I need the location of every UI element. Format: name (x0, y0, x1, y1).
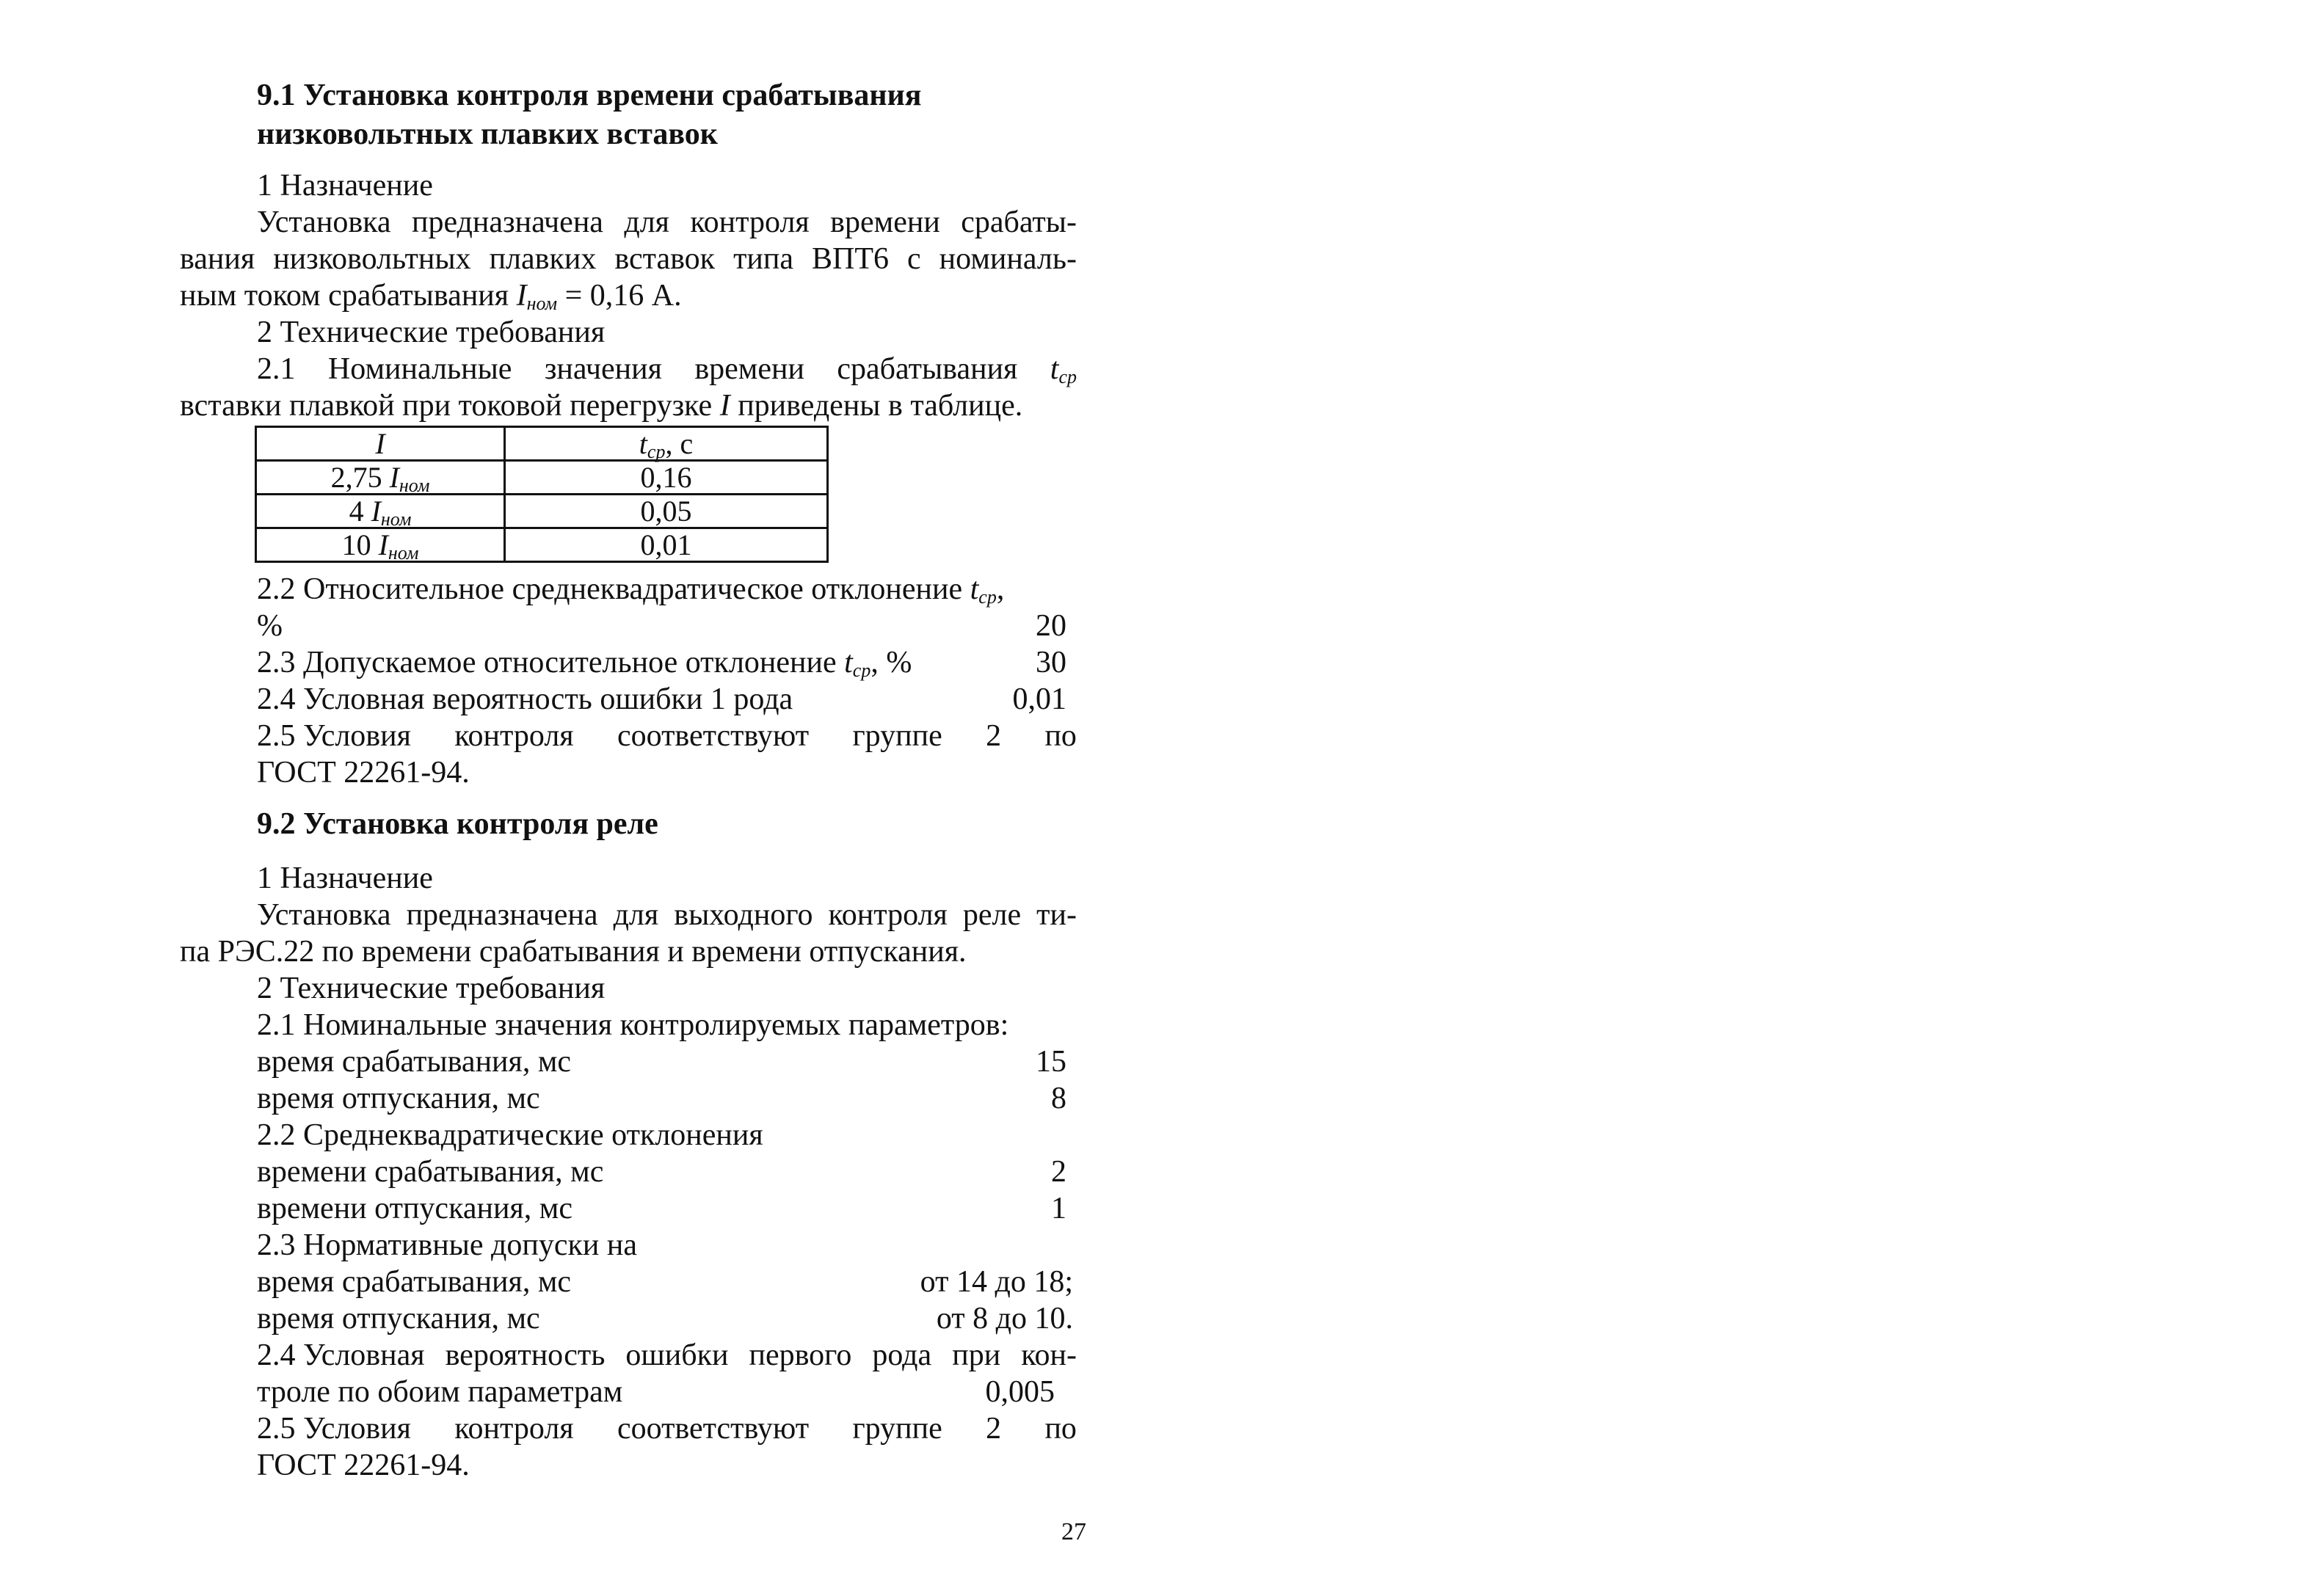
unit: , с (665, 427, 694, 460)
word: Установка (257, 898, 391, 932)
purpose-line-1 (257, 897, 1077, 933)
word: ти- (1036, 898, 1077, 932)
current-cell (256, 461, 505, 495)
requirement-2-2-unit: % (257, 609, 283, 643)
current-symbol: I (378, 528, 388, 561)
time-symbol: t (970, 572, 979, 606)
word: низковольтных (273, 242, 471, 276)
word: номиналь- (939, 242, 1077, 276)
requirement-2-4-value: 0,01 (1012, 682, 1066, 716)
requirement-2-5-line-2: ГОСТ 22261-94. (257, 756, 470, 790)
deviation-label: времени срабатывания, мс (257, 1155, 604, 1189)
word: 2.4 Условная (257, 1338, 425, 1372)
word: контроля (454, 1412, 574, 1446)
current-symbol: I (389, 461, 399, 494)
text: вставки плавкой при токовой перегрузке (180, 389, 720, 423)
multiplier: 4 (349, 495, 371, 528)
tolerance-label: время срабатывания, мс (257, 1265, 572, 1299)
current-cell (256, 528, 505, 562)
word: контроля (454, 719, 574, 753)
purpose-line-2: па РЭС.22 по времени срабатывания и времени отпускания. (180, 935, 967, 969)
header-cell-time (505, 427, 828, 461)
text: = 0,16 А. (557, 279, 682, 313)
word: контроля (690, 205, 810, 239)
tech-requirements-title: 2 Технические требования (257, 972, 606, 1005)
word: вероятность (445, 1338, 606, 1372)
table-row (256, 495, 828, 528)
nominal-value: 8 (1051, 1082, 1066, 1115)
word: соответствуют (617, 719, 810, 753)
word: 2.5 Условия (257, 719, 411, 753)
time-cell: 0,05 (505, 495, 828, 528)
word: срабаты- (961, 205, 1077, 239)
tolerance-value: от 8 до 10. (936, 1302, 1073, 1336)
requirement-2-4: 2.4 Условная вероятность ошибки 1 рода (257, 682, 793, 716)
subscript: ном (380, 509, 412, 530)
fuse-time-table (255, 426, 829, 563)
section-heading-9-2: 9.2 Установка контроля реле (257, 807, 658, 841)
word: срабатывания (837, 352, 1018, 386)
symbol (1050, 351, 1077, 387)
requirement-2-1-line-2 (180, 387, 1022, 424)
current-symbol: I (719, 389, 730, 423)
requirement-2-1-title: 2.1 Номинальные значения контролируемых параметров: (257, 1008, 1009, 1042)
requirement-2-4-value: 0,005 (985, 1375, 1055, 1409)
word: выходного (674, 898, 813, 932)
word: рода (872, 1338, 932, 1372)
word: Номинальные (327, 352, 512, 386)
tolerance-label: время отпускания, мс (257, 1302, 540, 1336)
time-symbol: t (639, 427, 647, 460)
word: вания (180, 242, 255, 276)
deviation-label: времени отпускания, мс (257, 1192, 572, 1225)
word: плавких (489, 242, 597, 276)
word: кон- (1021, 1338, 1077, 1372)
text: 2.2 Относительное среднеквадратическое отклонение (257, 572, 970, 606)
nominal-label: время срабатывания, мс (257, 1045, 572, 1079)
text: ным током срабатывания (180, 279, 517, 313)
word: 2 (986, 719, 1002, 753)
nominal-label: время отпускания, мс (257, 1082, 540, 1115)
multiplier: 10 (341, 528, 379, 561)
word: значения (544, 352, 662, 386)
word: с (907, 242, 921, 276)
subscript: ном (399, 475, 430, 496)
word: времени (830, 205, 940, 239)
subscript: ном (526, 293, 558, 314)
text: приведены в таблице. (730, 389, 1023, 423)
word: для (624, 205, 669, 239)
word: 2.5 Условия (257, 1412, 411, 1446)
word: 2 (986, 1412, 1002, 1446)
multiplier: 2,75 (330, 461, 390, 494)
purpose-line-2 (180, 241, 1077, 277)
requirement-2-4-line-2: троле по обоим параметрам (257, 1375, 623, 1409)
section-heading-9-1-line1: 9.1 Установка контроля времени срабатывания (257, 79, 922, 112)
word: при (952, 1338, 1001, 1372)
tolerance-value: от 14 до 18; (920, 1265, 1073, 1299)
deviation-value: 1 (1051, 1192, 1066, 1225)
current-symbol: I (375, 427, 385, 460)
purpose-line-1 (257, 204, 1077, 241)
table-row (256, 461, 828, 495)
time-symbol: t (844, 646, 853, 679)
subscript: ном (388, 542, 419, 564)
word: соответствуют (617, 1412, 810, 1446)
word: ВПТ6 (812, 242, 890, 276)
word: по (1044, 1412, 1077, 1446)
word: реле (962, 898, 1022, 932)
word: предназначена (411, 205, 603, 239)
word: по (1044, 719, 1077, 753)
word: Установка (257, 205, 391, 239)
requirement-2-5-line-2: ГОСТ 22261-94. (257, 1449, 470, 1482)
requirement-2-3-title: 2.3 Нормативные допуски на (257, 1228, 638, 1262)
word: для (613, 898, 659, 932)
requirement-2-5-line-1 (257, 1410, 1077, 1447)
tech-requirements-title: 2 Технические требования (257, 316, 606, 349)
word: ошибки (625, 1338, 729, 1372)
deviation-value: 2 (1051, 1155, 1066, 1189)
time-symbol: t (1050, 352, 1059, 386)
word: группе (852, 719, 942, 753)
time-cell: 0,16 (505, 461, 828, 495)
current-cell (256, 495, 505, 528)
text: 2.3 Допускаемое относительное отклонение (257, 646, 845, 679)
subscript: ср (647, 441, 666, 462)
section-heading-9-1-line2: низковольтных плавких вставок (257, 117, 718, 151)
requirement-2-2-title: 2.2 Среднеквадратические отклонения (257, 1118, 763, 1152)
header-cell-current (256, 427, 505, 461)
word: вставок (614, 242, 716, 276)
purpose-title: 1 Назначение (257, 169, 433, 203)
current-symbol: I (516, 279, 527, 313)
text: , % (870, 646, 912, 679)
page-number: 27 (1061, 1518, 1086, 1545)
subscript: ср (978, 586, 997, 608)
word: предназначена (406, 898, 598, 932)
purpose-line-3 (180, 277, 682, 314)
word: времени (694, 352, 804, 386)
purpose-title: 1 Назначение (257, 861, 433, 895)
text: , (996, 572, 1005, 606)
requirement-2-3-value: 30 (1036, 646, 1066, 679)
current-symbol: I (371, 495, 381, 528)
requirement-2-1-line-1 (257, 351, 1077, 387)
subscript: ср (852, 660, 871, 681)
time-cell: 0,01 (505, 528, 828, 562)
requirement-2-4-line-1 (257, 1337, 1077, 1374)
requirement-2-2 (257, 571, 1004, 608)
requirement-2-3 (257, 644, 912, 681)
word: контроля (828, 898, 948, 932)
word: группе (852, 1412, 942, 1446)
requirement-2-5-line-1 (257, 718, 1077, 754)
table-row (256, 528, 828, 562)
nominal-value: 15 (1036, 1045, 1066, 1079)
word: первого (749, 1338, 852, 1372)
subscript: ср (1058, 366, 1077, 387)
table-header-row (256, 427, 828, 461)
word: 2.1 (257, 352, 296, 386)
word: типа (733, 242, 794, 276)
requirement-2-2-value: 20 (1036, 609, 1066, 643)
